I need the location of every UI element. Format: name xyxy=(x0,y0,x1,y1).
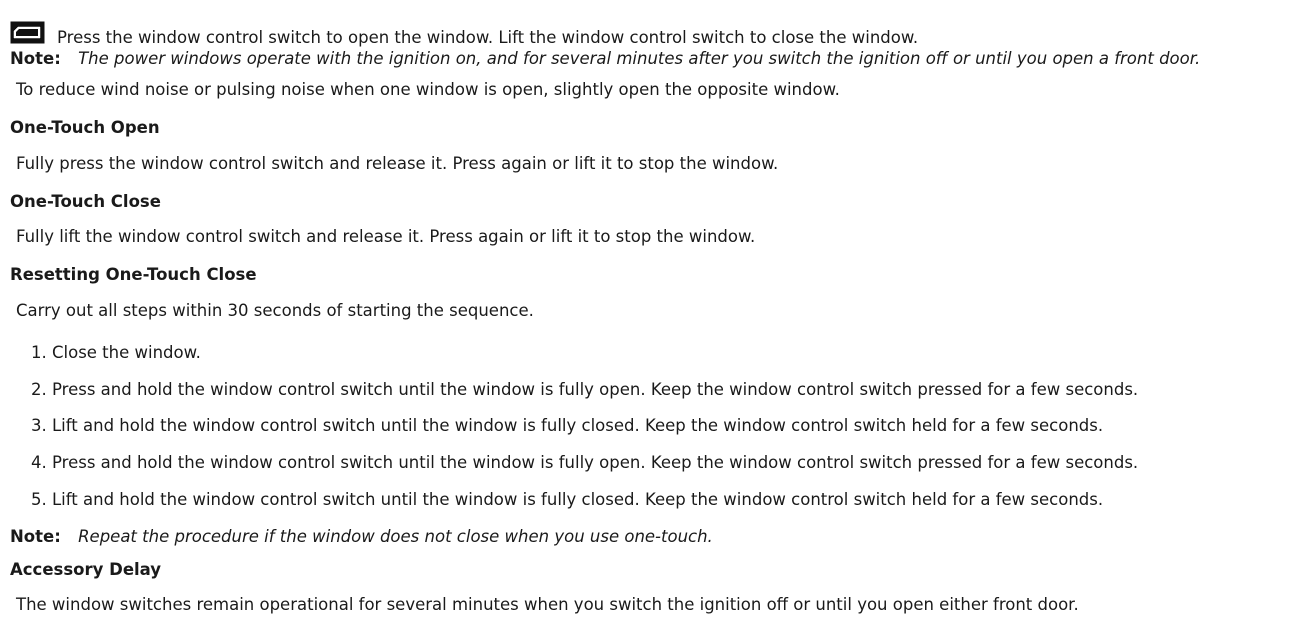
accessory-delay-heading: Accessory Delay xyxy=(10,560,162,579)
wind-noise-text: To reduce wind noise or pulsing noise when one window is open, slightly open the opposite window. xyxy=(16,80,840,99)
list-item: 3. Lift and hold the window control switch until the window is fully closed. Keep the window control switch held for a few seconds. xyxy=(31,416,1104,435)
window-switch-icon xyxy=(10,21,45,44)
resetting-heading: Resetting One-Touch Close xyxy=(10,265,257,284)
intro-text: Press the window control switch to open the window. Lift the window control switch to close the window. xyxy=(57,28,919,47)
note-1-label: Note: xyxy=(10,49,61,68)
note-2-text: Repeat the procedure if the window does not close when you use one-touch. xyxy=(78,527,713,546)
list-item: 4. Press and hold the window control switch until the window is fully open. Keep the window control switch pressed for a few seconds. xyxy=(31,453,1139,472)
note-2-label: Note: xyxy=(10,527,61,546)
list-item: 1. Close the window. xyxy=(31,343,201,362)
accessory-delay-text: The window switches remain operational for several minutes when you switch the ignition off or until you open either front door. xyxy=(16,595,1079,614)
list-item: 5. Lift and hold the window control switch until the window is fully closed. Keep the window control switch held for a few seconds. xyxy=(31,490,1104,509)
one-touch-open-heading: One-Touch Open xyxy=(10,118,160,137)
one-touch-close-heading: One-Touch Close xyxy=(10,192,161,211)
list-item: 2. Press and hold the window control switch until the window is fully open. Keep the window control switch pressed for a few seconds. xyxy=(31,380,1139,399)
note-2 xyxy=(10,527,713,547)
one-touch-close-text: Fully lift the window control switch and release it. Press again or lift it to stop the window. xyxy=(16,227,756,246)
note-1-text: The power windows operate with the ignition on, and for several minutes after you switch the ignition off or until you open a front door. xyxy=(78,49,1201,68)
note-1 xyxy=(10,49,1200,69)
resetting-intro-text: Carry out all steps within 30 seconds of starting the sequence. xyxy=(16,301,534,320)
one-touch-open-text: Fully press the window control switch and release it. Press again or lift it to stop the window. xyxy=(16,154,779,173)
